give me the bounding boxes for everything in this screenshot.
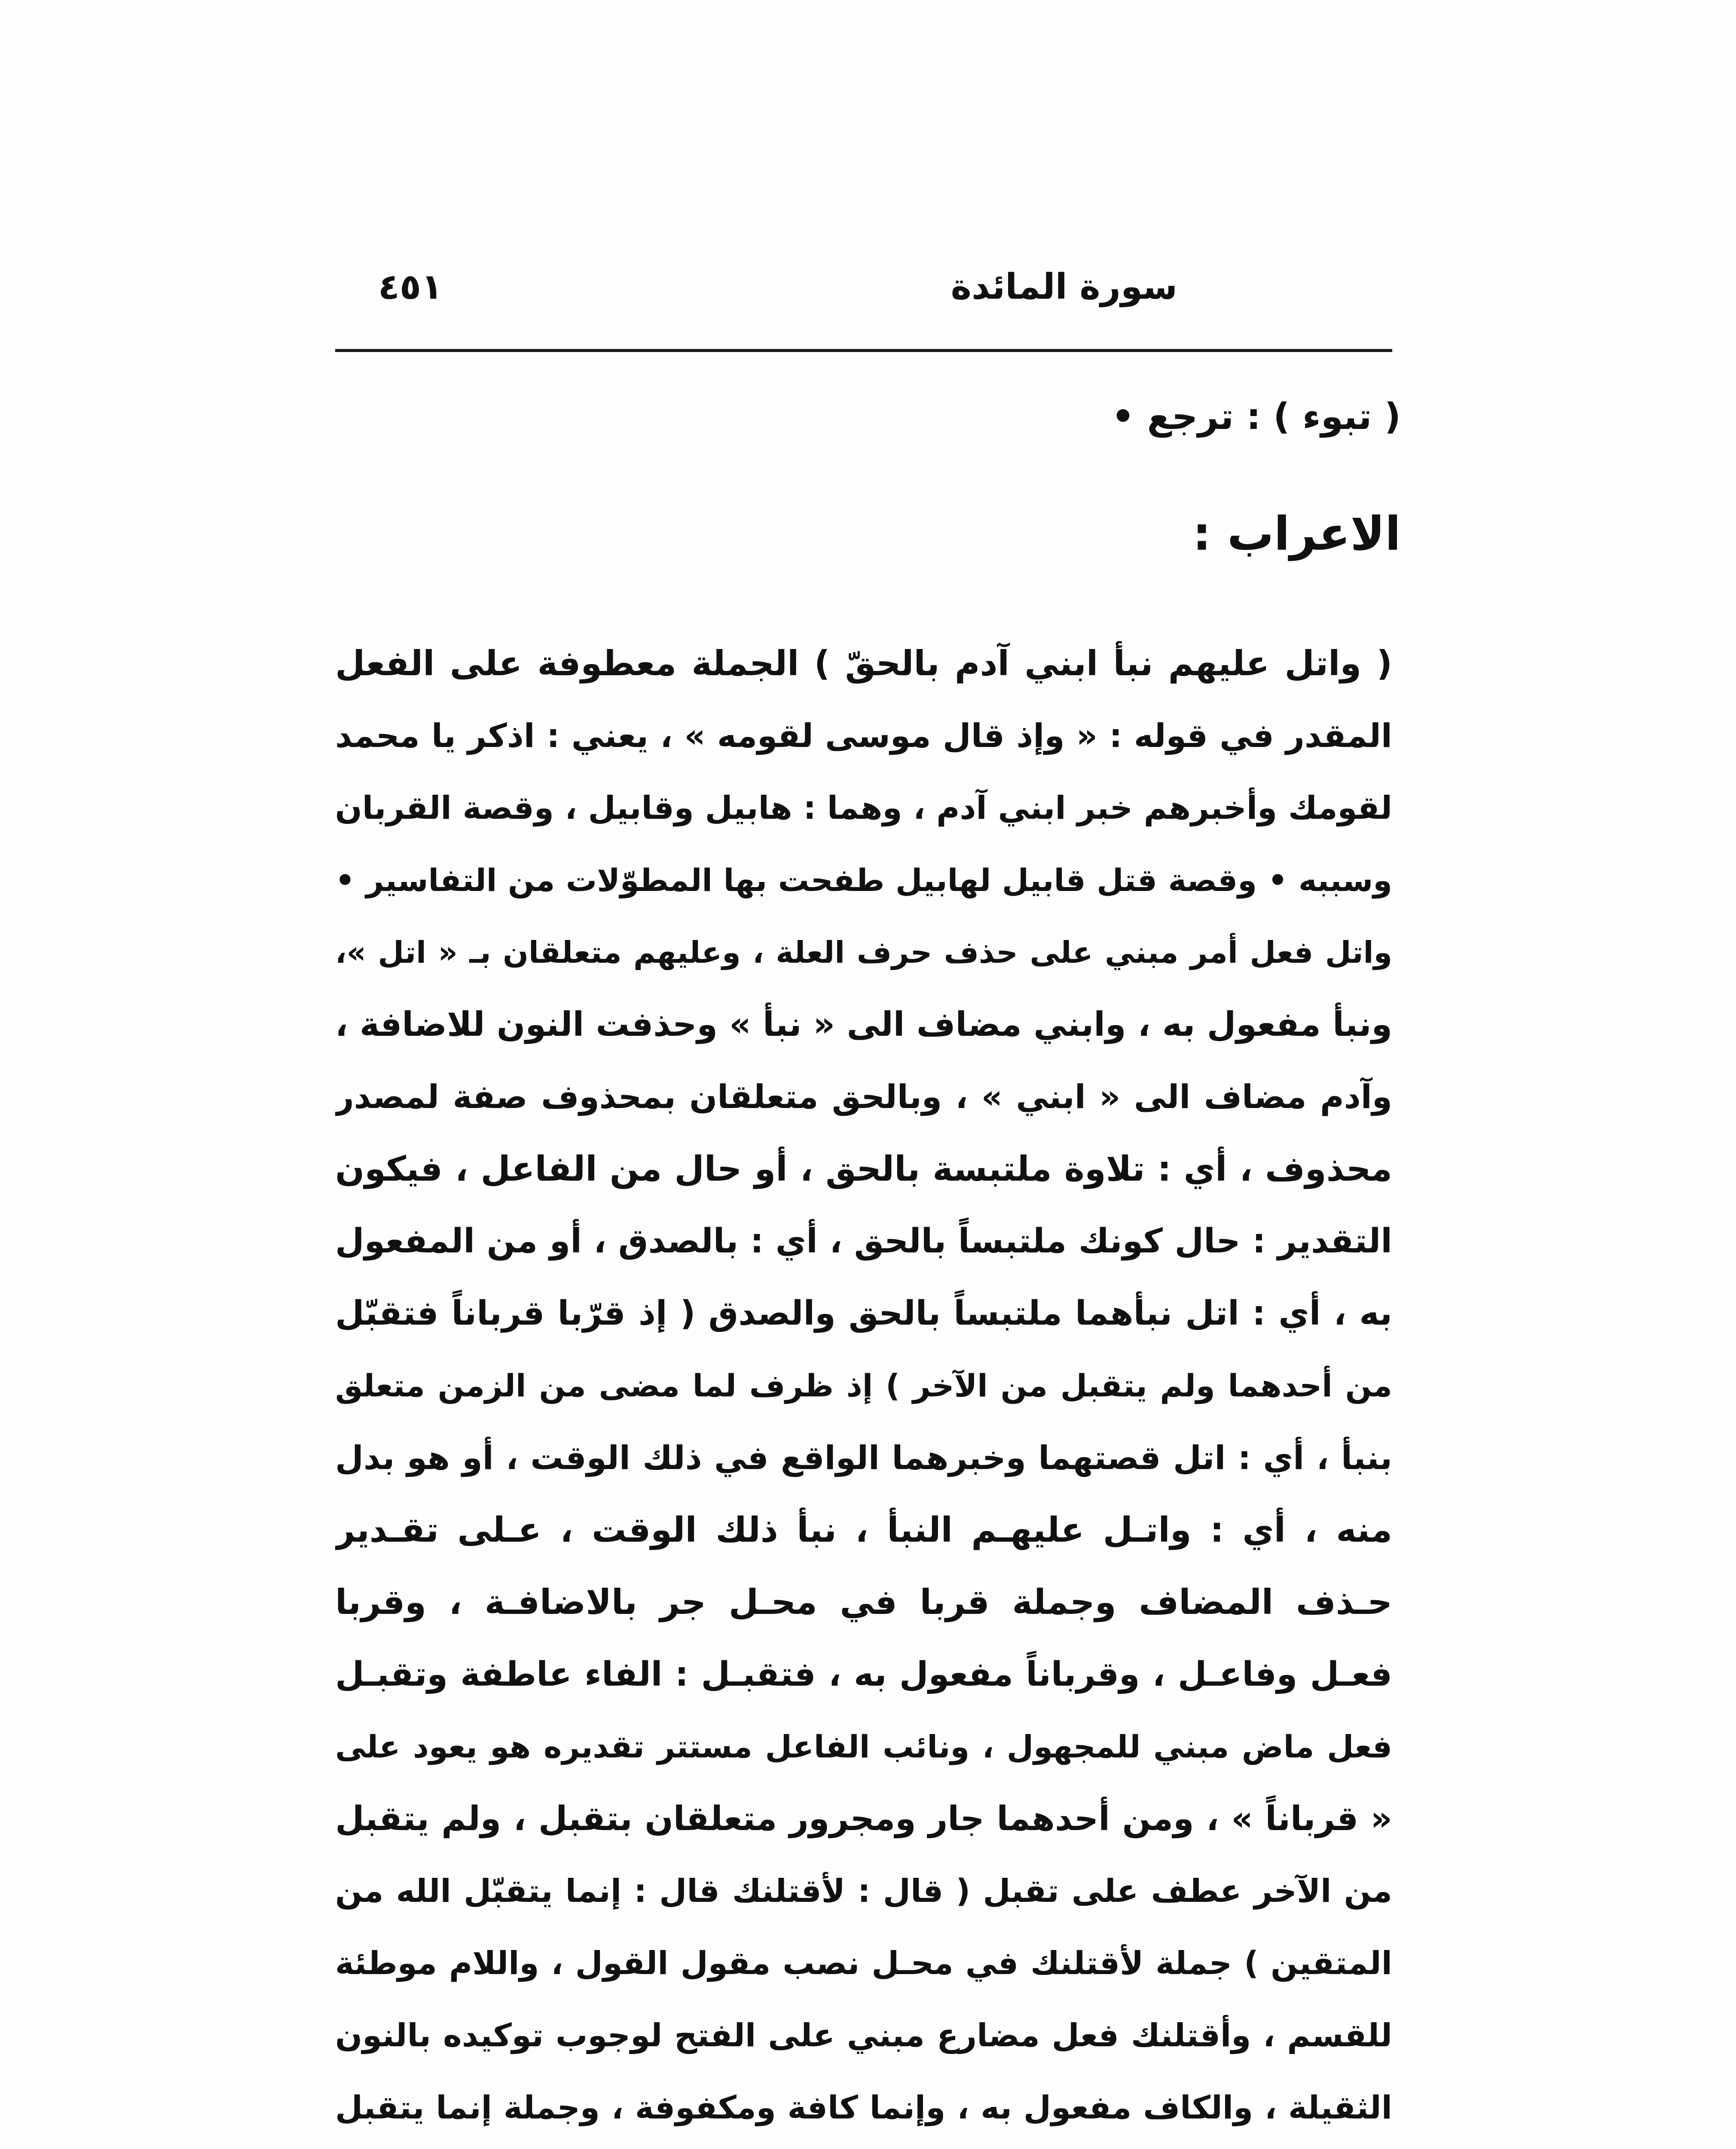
text-line: المقدر في قوله : « وإذ قال موسى لقومه » ، يعني : اذكر يا محمد bbox=[335, 716, 1392, 755]
text-line: وسببه • وقصة قتل قابيل لهابيل طفحت بها المطوّلات من التفاسير • bbox=[335, 862, 1392, 898]
text-line: الثقيلة ، والكاف مفعول به ، وإنما كافة ومكفوفة ، وجملة إنما يتقبل bbox=[335, 2089, 1392, 2126]
text-line: ( واتل عليهم نبأ ابني آدم بالحقّ ) الجملة معطوفة على الفعل bbox=[335, 643, 1392, 683]
header-divider bbox=[335, 349, 1392, 352]
body-text bbox=[335, 628, 1392, 2144]
text-line: للقسم ، وأقتلنك فعل مضارع مبني على الفتح لوجوب توكيده بالنون bbox=[335, 2017, 1392, 2054]
text-line: وآدم مضاف الى « ابني » ، وبالحق متعلقان بمحذوف صفة لمصدر bbox=[335, 1078, 1392, 1116]
text-line: ونبأ مفعول به ، وابني مضاف الى « نبأ » وحذفت النون للاضافة ، bbox=[335, 1005, 1392, 1044]
text-line: التقدير : حال كونك ملتبساً بالحق ، أي : بالصدق ، أو من المفعول bbox=[335, 1222, 1392, 1261]
text-line: من أحدهما ولم يتقبل من الآخر ) إذ ظرف لما مضى من الزمن متعلق bbox=[335, 1368, 1392, 1404]
text-line: بنبأ ، أي : اتل قصتهما وخبرهما الواقع في ذلك الوقت ، أو هو بدل bbox=[335, 1439, 1392, 1477]
page-header bbox=[335, 258, 1392, 322]
text-line: واتل فعل أمر مبني على حذف حرف العلة ، وعليهم متعلقان بـ « اتل »، bbox=[335, 935, 1392, 970]
text-line: فعل ماض مبني للمجهول ، ونائب الفاعل مستتر تقديره هو يعود على bbox=[335, 1729, 1392, 1765]
text-line: حـذف المضاف وجملة قربا في محـل جر بالاضافـة ، وقربا bbox=[335, 1582, 1392, 1622]
text-line: المتقين ) جملة لأقتلنك في محـل نصب مقول القول ، واللام موطئة bbox=[335, 1945, 1392, 1982]
text-line: منه ، أي : واتـل عليهـم النبأ ، نبأ ذلك الوقت ، عـلى تقـدير bbox=[335, 1510, 1392, 1550]
section-heading: الاعراب : bbox=[1192, 507, 1401, 561]
text-line: لقومك وأخبرهم خبر ابني آدم ، وهما : هابيل وقابيل ، وقصة القربان bbox=[335, 790, 1392, 827]
text-line: فعـل وفاعـل ، وقرباناً مفعول به ، فتقبـل : الفاء عاطفة وتقبـل bbox=[335, 1655, 1392, 1694]
text-line: محذوف ، أي : تلاوة ملتبسة بالحق ، أو حال من الفاعل ، فيكون bbox=[335, 1149, 1392, 1189]
text-line: « قرباناً » ، ومن أحدهما جار ومجرور متعلقان بتقبل ، ولم يتقبل bbox=[335, 1800, 1392, 1838]
text-line: من الآخر عطف على تقبل ( قال : لأقتلنك قال : إنما يتقبّل الله من bbox=[335, 1873, 1392, 1910]
vocabulary-gloss: ( تبوء ) : ترجع • bbox=[1111, 395, 1401, 438]
surah-title: سورة المائدة bbox=[951, 266, 1177, 307]
page-number: ٤٥١ bbox=[378, 266, 443, 307]
text-line: به ، أي : اتل نبأهما ملتبساً بالحق والصدق ( إذ قرّبا قرباناً فتقبّل bbox=[335, 1294, 1392, 1333]
